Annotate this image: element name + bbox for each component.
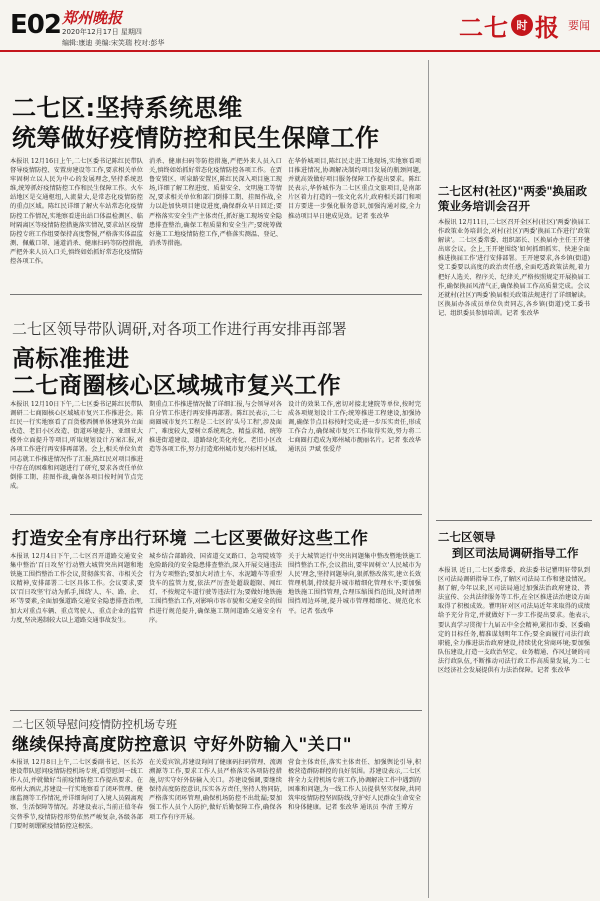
issue-date: 2020年12月17日 星期四 <box>62 28 142 36</box>
article2-title-line1: 高标准推进 <box>12 346 130 372</box>
sidebar2-body: 本报讯 近日,二七区委常委、政法委书记瞿明轩带队到区司法局调研指导工作,了解区司法局工作和建设情况。据了解,今年以来,区司法局通过加强法治政府建设、普法宣传、公共法律服务等工作,在全区推进法治建设方面取得了积极成效。瞿明轩对区司法局近年来取得的成绩给予充分肯定,并就做好下一步工作提出要求。他表示,要认真学习贯彻十九届五中全会精神,紧扣市委、区委确定的目标任务,精准谋划明年工作;要全面履行司法行政职能,全力推进法治政府建设,持续优化营商环境;要加强队伍建设,打造一支政治坚定、业务精通、作风过硬的司法行政队伍,不断推动司法行政工作高质量发展,为二七区经济社会发展提供有力法治保障。记者 张改华 <box>438 567 590 675</box>
article1-column-1: 本报讯 12月16日上午,二七区委书记陈红民带队督导疫情防控、安置房建设等工作,要求相关单位牢固树立以人民为中心的发展理念,坚持系统思维,统筹抓好疫情防控工作和民生保障工作。火车站地区是交通枢纽,人流量大,是常态化疫情防控的重点区域。陈红民详细了解火车站常态化疫情防控工作情况,实地察看进出站口体温检测区、临时隔离区等疫情防控措施落实情况,要求站区疫情防控专班工作组要保持高度警惕,严格落实体温监测、佩戴口罩、通道消杀、健康扫码等防控措施,严把外来人员入口关,慎终如始抓好常态化疫情防控各项工作。 <box>10 158 143 266</box>
article2-column-1: 本报讯 12月10日下午,二七区委书记陈红民带队调研二七商圈核心区域城市复兴工作推进会。陈红民一行实地察看了百货楼西侧单体建筑外立面改造、老旧小区改造、街道环境提升、亚细亚大楼外立面提升等项目,听取规划设计方案汇报,对各项工作进行再安排再部署。会上,相关单位负责同志就工作推进情况作了汇报,陈红民对项目推进中存在的困难和问题进行了研究,要求各责任单位倒排工期、挂图作战,确保各项目按时间节点完成。 <box>10 401 143 490</box>
article2-column-3: 设计的效果工作,密切对接北建院等单位,按时完成各项规划设计工作;统筹推进工程建设,加强协调,确保节点目标按时完成;进一步压实责任,形成工作合力,确保城市复兴工作取得实效,努力将二七商圈打造成为郑州城市靓丽名片。记者 张改华 通讯员 尹斌 张爱芹 <box>288 401 421 454</box>
article3-column-3: 关于大城管运行中突出问题集中整改暨地铁施工围挡整治工作,会议指出,要牢固树立'人民城市为人民'理念,坚持问题导向,狠抓整改落实,建立长效管理机制,持续提升城市精细化管理水平;要加强地铁施工围挡管理,合理压缩围挡范围,及时清理围挡周边环境,提升城市管理精细化、规范化水平。记者 张改华 <box>288 553 421 615</box>
article4-kicker: 二七区领导慰问疫情防控机场专班 <box>12 718 177 731</box>
article4-column-1: 本报讯 12月8日上午,二七区委副书记、区长苏建设带队慰问疫情防控机场专班,看望慰问一线工作人员,并就做好当前疫情防控工作提出要求。在郑州大酒店,苏建设一行实地察看了闭环管理、健康监测等工作情况,并详细询问了入境人员隔离观察、生活保障等情况。苏建设表示,当前正值冬春交替季节,疫情防控形势依然严峻复杂,各级各部门要时刻绷紧疫情防控这根弦。 <box>10 759 143 830</box>
sidebar1-title: 二七区村(社区)"两委"换届政策业务培训会召开 <box>438 184 587 213</box>
article1-column-3: 在华侨城项目,陈红民走进工地现场,实地察看项目推进情况,协调解决制约项目发展的瓶颈问题,并就高效做好项目服务保障工作提出要求。陈红民表示,华侨城作为二七区重点文旅项目,是南部片区着力打造的一张文化名片,政府相关部门和项目方要进一步强化服务意识,加强沟通对接,全力推动项目早日建成见效。记者 张改华 <box>288 158 421 220</box>
sidebar2-title-line2: 到区司法局调研指导工作 <box>452 546 579 560</box>
section-rule <box>10 514 422 515</box>
section-name-tail: 报 <box>535 13 560 42</box>
section-badge: 时 <box>511 14 533 36</box>
article3-column-1: 本报讯 12月4日下午,二七区召开道路交通安全集中整治'百日攻坚'行动暨大城管突出问题和地铁施工围挡整治工作会议,贯彻落实省、市相关会议精神,安排部署二七区具体工作。会议要求,要以'百日攻坚'行动为抓手,围绕'人、车、路、企、环'等要素,全面加强道路交通安全隐患排查治理,加大对重点车辆、重点驾驶人、重点企业的监管力度,坚决遏制较大以上道路交通事故发生。 <box>10 553 143 624</box>
editor-credits: 编辑:康迪 美编:宋笑瑞 校对:彭华 <box>62 39 165 47</box>
newspaper-logo: 郑州晚报 <box>62 9 123 27</box>
article4-title: 继续保持高度防控意识 守好外防输入"关口" <box>12 735 353 755</box>
article1-title-line1: 二七区:坚持系统思维 <box>12 94 243 122</box>
article1-column-2: 消杀、健康扫码等防控措施,严把外来人员入口关,慎终如始抓好常态化疫情防控各项工作。在贾鲁安置区、听泉路安置区,陈红民深入项目施工现场,详细了解工程进度、质量安全、文明施工等情况,要求相关单位和部门倒排工期、挂图作战,全力以赴加快项目建设进度,确保群众早日回迁;要严格落实安全生产主体责任,抓好施工现场安全隐患排查整治,确保工程质量和安全生产;要统筹做好施工工地疫情防控工作,严格落实测温、登记、消杀等措施。 <box>149 158 282 247</box>
article4-column-2: 在关爱宾馆,苏建设询问了健康码扫码管理、流调溯源等工作,要求工作人员严格落实各项防控措施,切实守好外防输入关口。苏建设强调,要继续保持高度防控意识,压实各方责任,坚持人物同防,严格落实闭环管理,确保机场防控不出纰漏;要加强工作人员个人防护,做好后勤保障工作,确保各项工作有序开展。 <box>149 759 282 821</box>
section-masthead <box>459 6 590 44</box>
article4-column-3: 营食主体责任,落实主体责任、加强舆论引导,积极营造群防群控的良好氛围。苏建设表示,二七区将全力支持机场专班工作,协调解决工作中遇到的困难和问题,为一线工作人员提供坚实保障,共同筑牢疫情防控坚固防线,守护好人民群众生命安全和身体健康。记者 张改华 通讯员 李清 王博方 <box>288 759 421 812</box>
section-rule <box>10 294 422 295</box>
page-number: E02 <box>10 10 61 40</box>
section-rule <box>436 520 592 521</box>
section-subtitle: 要闻 <box>568 19 590 32</box>
sidebar1-body: 本报讯 12月11日,二七区召开全区村(社区)'两委'换届工作政策业务培训会,对村(社区)'两委'换届工作进行'政策解读'。二七区委常委、组织部长、区换届办主任王开建出席会议。会上,王开建围绕'如何抓细抓实、快速全面推进换届工作'进行安排部署。王开建要求,各乡镇(街道)党工委要以高度的政治责任感,全面吃透政策法规,着力把好人选关、程序关、纪律关,严格按照规定开展换届工作,确保换届风清气正,确保换届工作高质量完成。会议还就村(社区)'两委'换届相关政策法规进行了详细解读。区换届办各成员单位负责同志,各乡镇(街道)党工委书记、组织委员参加培训。记者 张改华 <box>438 219 590 317</box>
article2-title-line2: 二七商圈核心区域城市复兴工作 <box>12 373 341 399</box>
masthead <box>0 0 600 52</box>
article2-column-2: 期重点工作推进情况做了详细汇报,与会领导对各自分管工作进行再安排再部署。陈红民表示,二七商圈城市复兴工程是二七区的'头号工程',涉及面广、难度较大,要树立系统观念、精益求精、统筹推进街道建设、道路绿化美化亮化、老旧小区改造等各项工作,努力打造郑州城市复兴标杆区域。 <box>149 401 282 454</box>
section-rule <box>10 710 422 711</box>
article1-title-line2: 统筹做好疫情防控和民生保障工作 <box>12 124 380 152</box>
section-name: 二七 <box>459 13 509 42</box>
article2-kicker: 二七区领导带队调研,对各项工作进行再安排再部署 <box>12 320 347 338</box>
sidebar2-title-line1: 二七区领导 <box>438 530 496 544</box>
article3-title: 打造安全有序出行环境 二七区要做好这些工作 <box>12 529 369 549</box>
column-divider <box>428 60 429 898</box>
article3-column-2: 城乡结合部路段、国省道交叉路口、急弯陡坡等危险路段的安全隐患排查整治,深入开展交通违法行为专项整治;要加大对渣土车、水泥罐车等重型货车的监管力度,依法严厉查处超载超限、闯红灯、不按规定车道行驶等违法行为;要做好地铁施工围挡整治工作,对影响市容市貌和交通安全的围挡进行规范提升,确保施工期间道路交通安全有序。 <box>149 553 282 624</box>
